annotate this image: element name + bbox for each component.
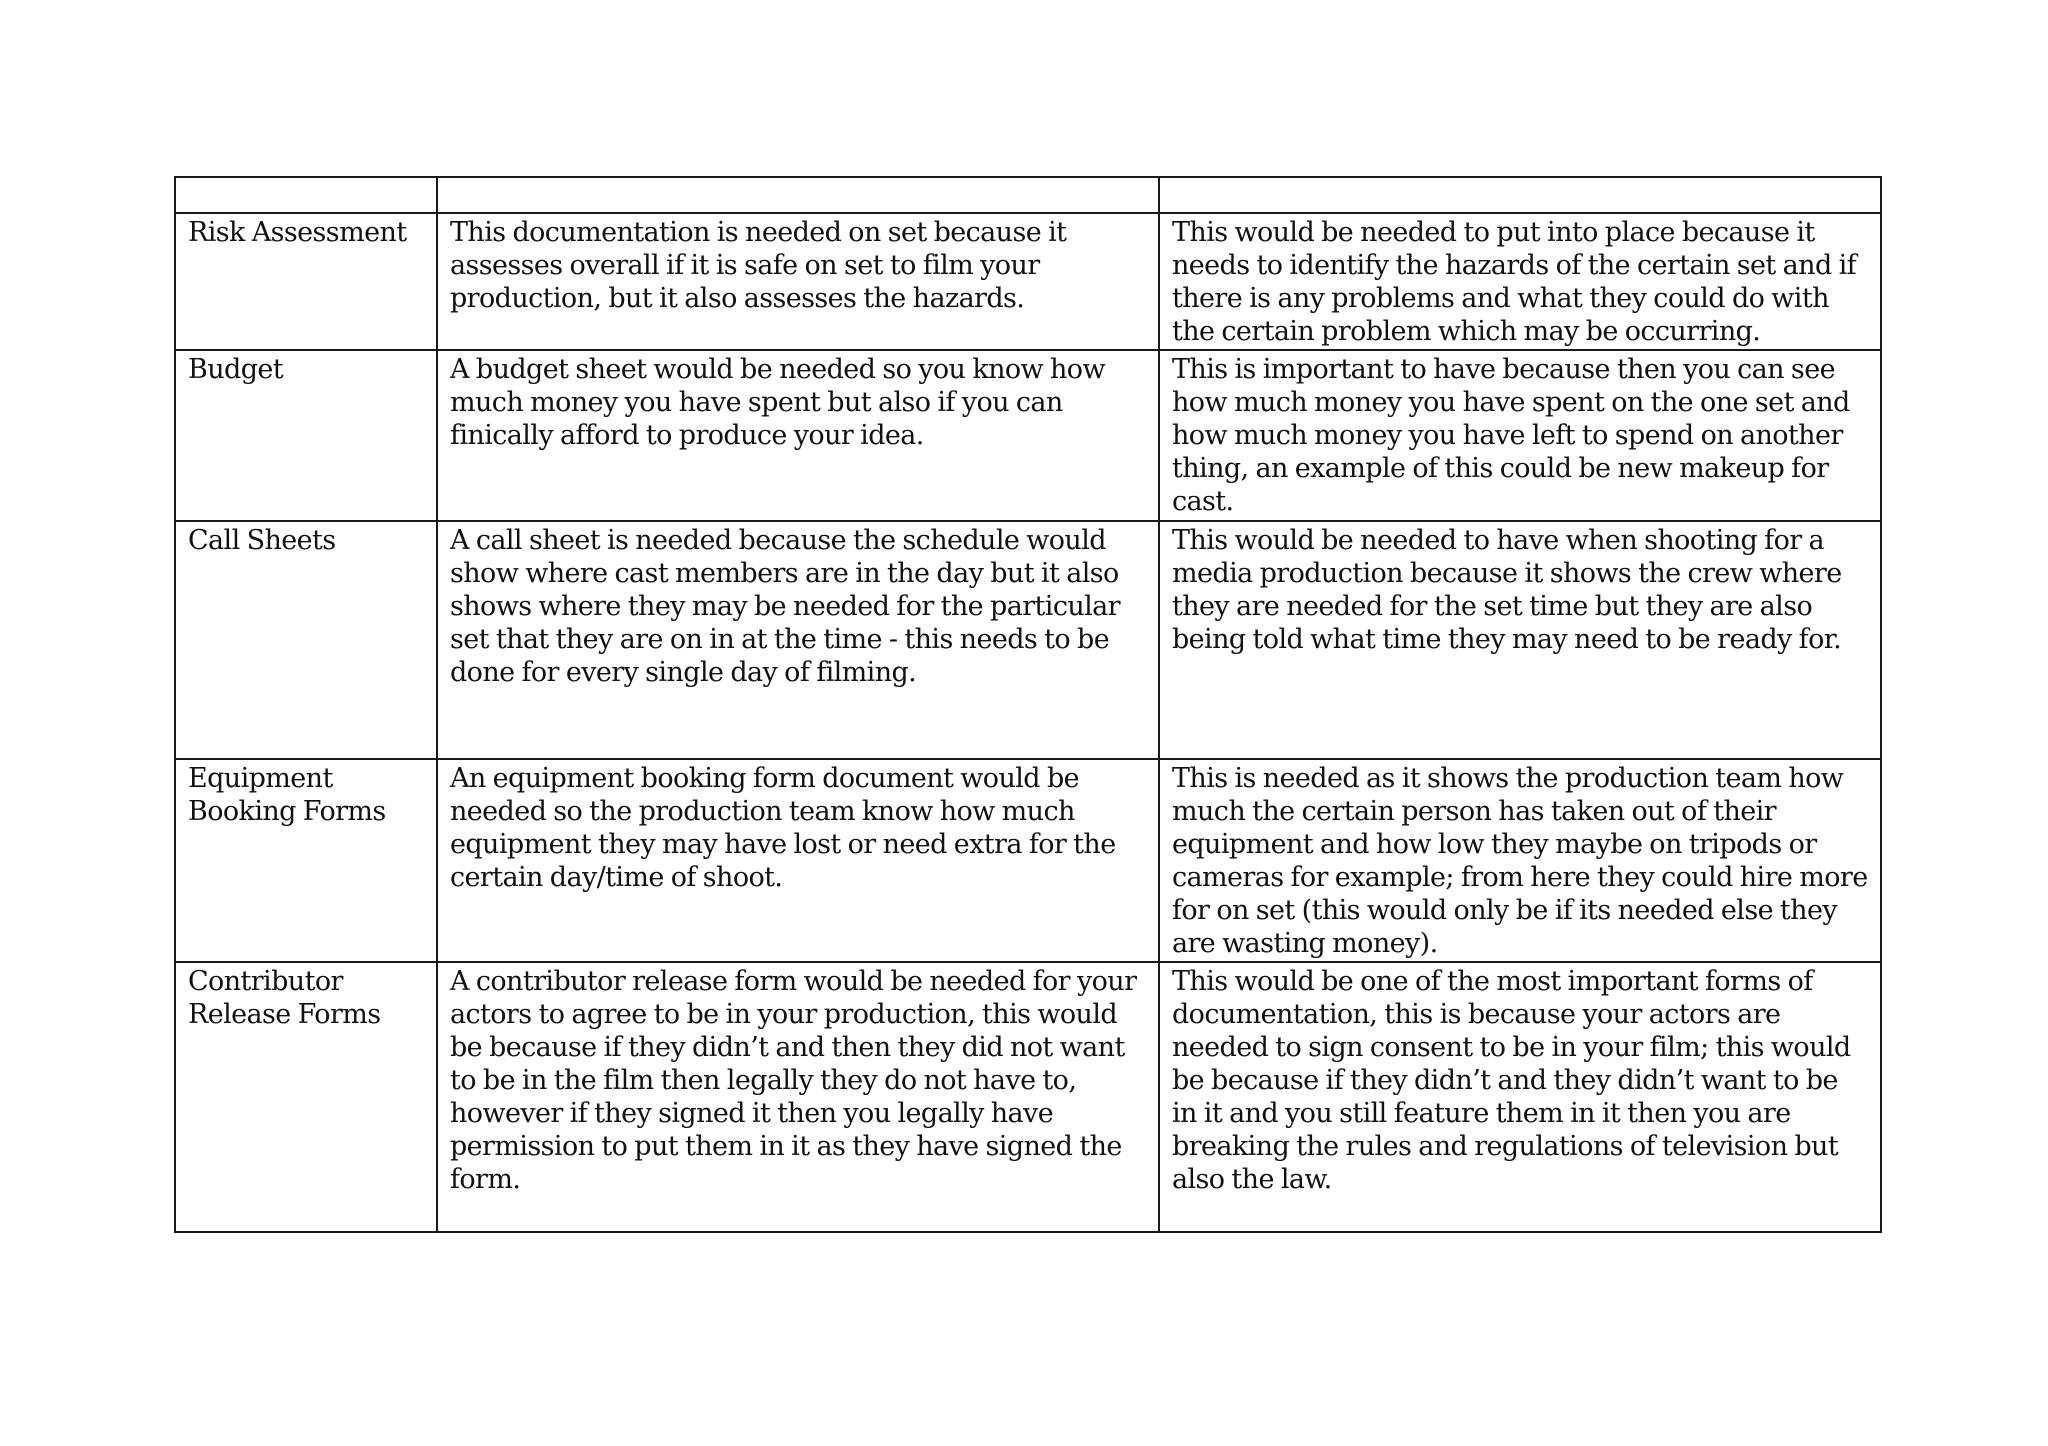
why-needed-cell: A call sheet is needed because the schedule would show where cast members are in the day but it also shows where they may be needed for the particular set that they are on in at the time - this needs to be done for every single day of filming. [437,521,1159,759]
why-needed-cell: A budget sheet would be needed so you know how much money you have spent but also if you can finically afford to produce your idea. [437,350,1159,521]
header-cell-2 [437,177,1159,213]
document-name-cell: Equipment Booking Forms [175,759,437,962]
importance-cell: This is important to have because then you can see how much money you have spent on the one set and how much money you have left to spend on another thing, an example of this could be new makeup for cast. [1159,350,1881,521]
importance-cell: This would be needed to have when shooting for a media production because it shows the crew where they are needed for the set time but they are also being told what time they may need to be ready for. [1159,521,1881,759]
table-row [175,213,1881,350]
document-name-cell: Call Sheets [175,521,437,759]
document-name-cell: Contributor Release Forms [175,962,437,1232]
why-needed-cell: This documentation is needed on set because it assesses overall if it is safe on set to film your production, but it also assesses the hazards. [437,213,1159,350]
table-row [175,962,1881,1232]
table-row [175,521,1881,759]
document-name-cell: Risk Assessment [175,213,437,350]
document-name-cell: Budget [175,350,437,521]
documentation-table [174,176,1882,1233]
table-header-row [175,177,1881,213]
table-row [175,350,1881,521]
why-needed-cell: An equipment booking form document would be needed so the production team know how much equipment they may have lost or need extra for the certain day/time of shoot. [437,759,1159,962]
table-row [175,759,1881,962]
importance-cell: This would be needed to put into place because it needs to identify the hazards of the certain set and if there is any problems and what they could do with the certain problem which may be occurring. [1159,213,1881,350]
importance-cell: This is needed as it shows the production team how much the certain person has taken out of their equipment and how low they maybe on tripods or cameras for example; from here they could hire more for on set (this would only be if its needed else they are wasting money). [1159,759,1881,962]
header-cell-3 [1159,177,1881,213]
importance-cell: This would be one of the most important forms of documentation, this is because your actors are needed to sign consent to be in your film; this would be because if they didn’t and they didn’t want to be in it and you still feature them in it then you are breaking the rules and regulations of television but also the law. [1159,962,1881,1232]
why-needed-cell: A contributor release form would be needed for your actors to agree to be in your production, this would be because if they didn’t and then they did not want to be in the film then legally they do not have to, however if they signed it then you legally have permission to put them in it as they have signed the form. [437,962,1159,1232]
header-cell-1 [175,177,437,213]
